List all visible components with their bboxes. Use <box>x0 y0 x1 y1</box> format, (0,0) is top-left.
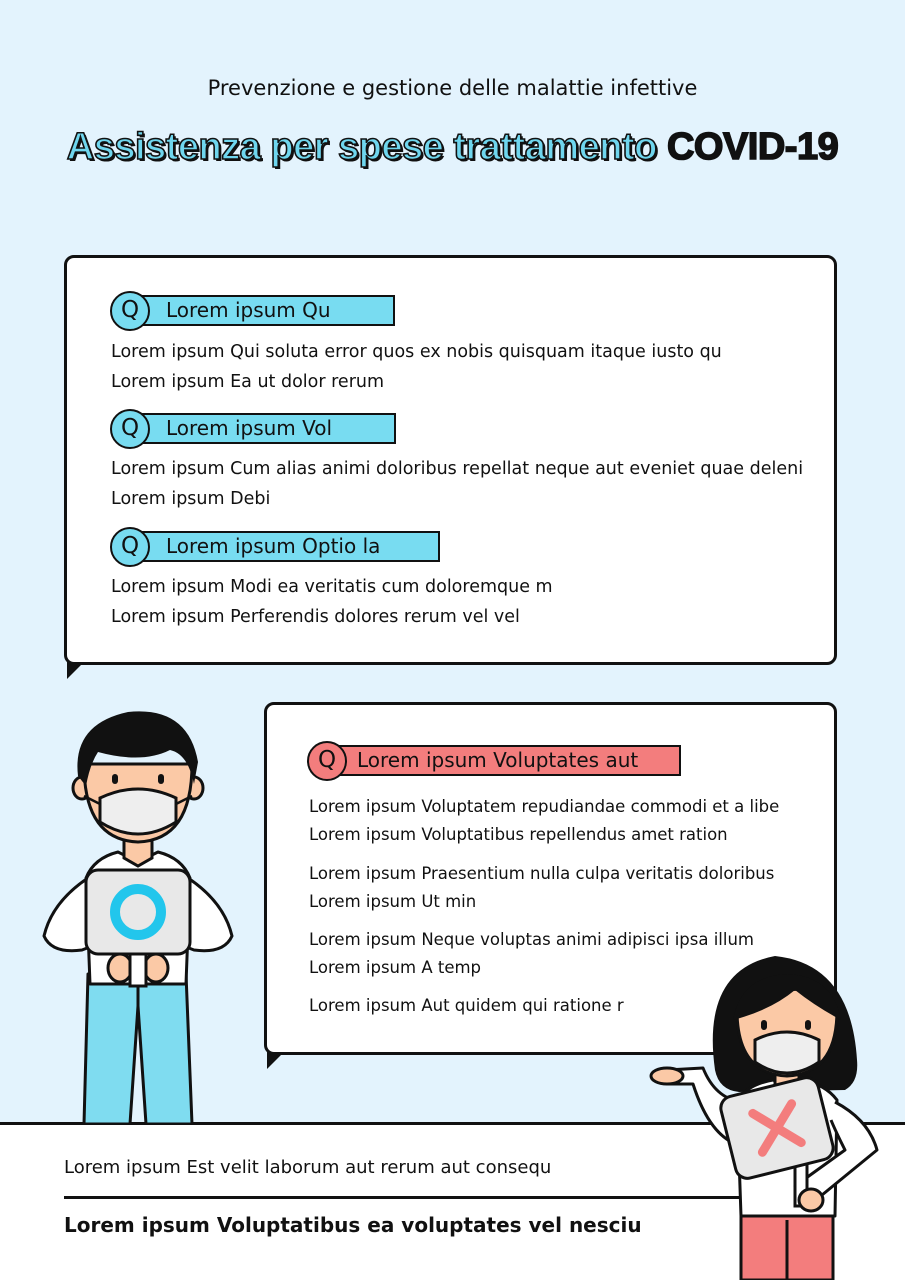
question-label: Lorem ipsum Qu <box>132 295 395 326</box>
faq-question-1 <box>110 291 410 331</box>
man-illustration <box>38 706 238 1124</box>
title-part-1: Assistenza per spese trattamento <box>66 126 657 168</box>
speech-tail <box>67 662 84 679</box>
question-label: Lorem ipsum Voluptates aut <box>329 745 681 776</box>
title-part-2: COVID-19 <box>666 126 839 168</box>
faq-answer-line: Lorem ipsum Cum alias animi doloribus repellat neque aut eveniet quae deleni <box>111 459 804 479</box>
speech-tail <box>267 1052 284 1069</box>
question-label: Lorem ipsum Optio la <box>132 531 440 562</box>
faq-answer-line: Lorem ipsum Modi ea veritatis cum doloremque m <box>111 577 553 597</box>
warning-line: Lorem ipsum Neque voluptas animi adipisci ipsa illum <box>309 930 755 949</box>
faq-answer-line: Lorem ipsum Perferendis dolores rerum vel vel <box>111 607 520 627</box>
warning-line: Lorem ipsum Ut min <box>309 892 477 911</box>
q-badge: Q <box>110 409 150 449</box>
warning-question <box>307 741 687 781</box>
question-label: Lorem ipsum Vol <box>132 413 396 444</box>
q-badge: Q <box>110 291 150 331</box>
warning-line: Lorem ipsum Aut quidem qui ratione r <box>309 996 624 1015</box>
warning-line: Lorem ipsum A temp <box>309 958 482 977</box>
footer-note: Lorem ipsum Est velit laborum aut rerum aut consequ <box>64 1157 552 1178</box>
warning-line: Lorem ipsum Voluptatem repudiandae commodi et a libe <box>309 797 780 816</box>
woman-illustration <box>645 950 880 1280</box>
q-badge: Q <box>307 741 347 781</box>
faq-answer-line: Lorem ipsum Qui soluta error quos ex nobis quisquam itaque iusto qu <box>111 342 722 362</box>
page-subtitle: Prevenzione e gestione delle malattie infettive <box>207 76 698 100</box>
faq-question-2 <box>110 409 410 449</box>
warning-line: Lorem ipsum Voluptatibus repellendus amet ration <box>309 825 728 844</box>
footer-emphasis: Lorem ipsum Voluptatibus ea voluptates vel nesciu <box>64 1213 642 1237</box>
q-badge: Q <box>110 527 150 567</box>
faq-answer-line: Lorem ipsum Ea ut dolor rerum <box>111 372 385 392</box>
faq-answer-line: Lorem ipsum Debi <box>111 489 271 509</box>
faq-question-3 <box>110 527 450 567</box>
page-title <box>0 126 905 169</box>
faq-card <box>64 255 837 665</box>
warning-line: Lorem ipsum Praesentium nulla culpa veritatis doloribus <box>309 864 775 883</box>
